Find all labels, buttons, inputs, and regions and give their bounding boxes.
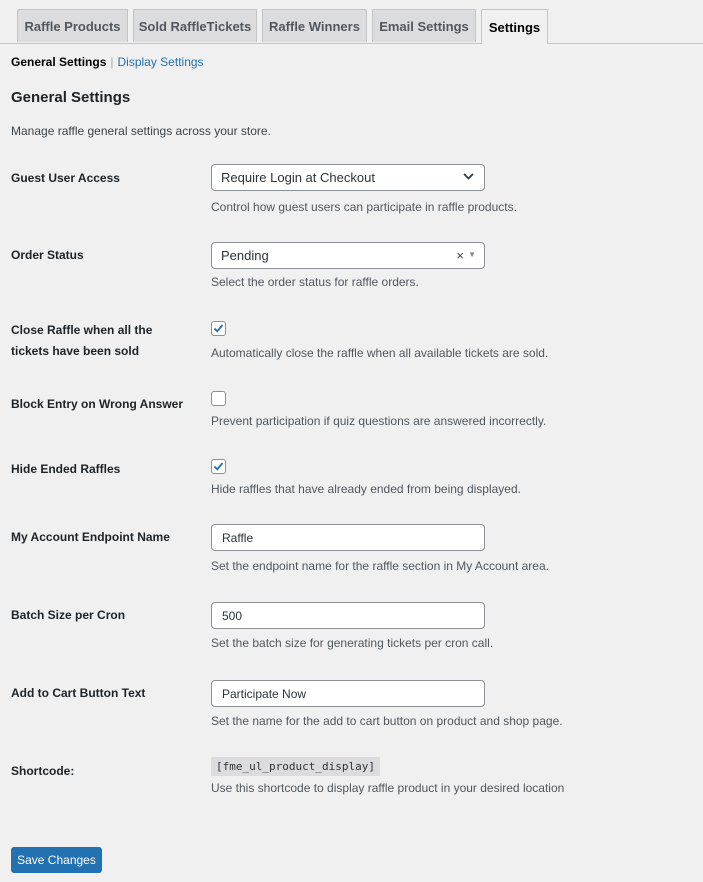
hide-ended-help: Hide raffles that have already ended from being displayed.: [211, 482, 521, 496]
tab-settings[interactable]: Settings: [481, 9, 548, 44]
dropdown-arrow-icon: ▼: [468, 250, 476, 259]
order-status-value: Pending: [221, 248, 269, 263]
guest-access-value: Require Login at Checkout: [221, 170, 375, 185]
subnav-display-settings-link[interactable]: Display Settings: [117, 55, 204, 69]
section-title: General Settings: [11, 89, 131, 106]
checkmark-icon: [213, 323, 224, 334]
save-changes-button[interactable]: Save Changes: [11, 847, 102, 873]
close-raffle-label: Close Raffle when all the tickets have been sold: [11, 323, 153, 358]
guest-access-help: Control how guest users can participate in raffle products.: [211, 200, 517, 214]
subnav-separator: |: [110, 55, 114, 69]
order-status-select[interactable]: [211, 242, 485, 269]
hide-ended-label: Hide Ended Raffles: [11, 462, 121, 476]
cart-text-label: Add to Cart Button Text: [11, 686, 146, 700]
close-raffle-help: Automatically close the raffle when all available tickets are sold.: [211, 346, 549, 360]
tab-sold-raffle-tickets[interactable]: Sold RaffleTickets: [133, 9, 257, 42]
guest-access-label: Guest User Access: [11, 171, 120, 185]
checkmark-icon: [213, 461, 224, 472]
sub-navigation: [11, 55, 204, 69]
guest-access-select[interactable]: [211, 164, 485, 191]
cart-text-help: Set the name for the add to cart button on product and shop page.: [211, 714, 563, 728]
order-status-help: Select the order status for raffle orders.: [211, 275, 419, 289]
order-status-label: Order Status: [11, 248, 84, 262]
section-description: Manage raffle general settings across your store.: [11, 124, 271, 138]
endpoint-help: Set the endpoint name for the raffle section in My Account area.: [211, 559, 549, 573]
tab-raffle-products[interactable]: Raffle Products: [17, 9, 128, 42]
batch-size-help: Set the batch size for generating tickets per cron call.: [211, 636, 494, 650]
clear-icon[interactable]: ×: [456, 248, 464, 263]
shortcode-value: [fme_ul_product_display]: [211, 757, 380, 776]
shortcode-help: Use this shortcode to display raffle product in your desired location: [211, 781, 565, 795]
batch-size-input[interactable]: 500: [211, 602, 485, 629]
shortcode-label: Shortcode:: [11, 764, 75, 778]
block-entry-checkbox[interactable]: [211, 391, 226, 406]
hide-ended-checkbox[interactable]: [211, 459, 226, 474]
cart-text-input[interactable]: Participate Now: [211, 680, 485, 707]
block-entry-help: Prevent participation if quiz questions are answered incorrectly.: [211, 414, 547, 428]
close-raffle-checkbox[interactable]: [211, 321, 226, 336]
subnav-general-settings: General Settings: [11, 55, 107, 69]
tab-bar: [0, 0, 703, 44]
endpoint-input[interactable]: Raffle: [211, 524, 485, 551]
tab-raffle-winners[interactable]: Raffle Winners: [262, 9, 367, 42]
chevron-down-icon: [463, 170, 474, 185]
tab-email-settings[interactable]: Email Settings: [372, 9, 476, 42]
batch-size-label: Batch Size per Cron: [11, 608, 126, 622]
endpoint-label: My Account Endpoint Name: [11, 530, 170, 544]
block-entry-label: Block Entry on Wrong Answer: [11, 397, 184, 411]
